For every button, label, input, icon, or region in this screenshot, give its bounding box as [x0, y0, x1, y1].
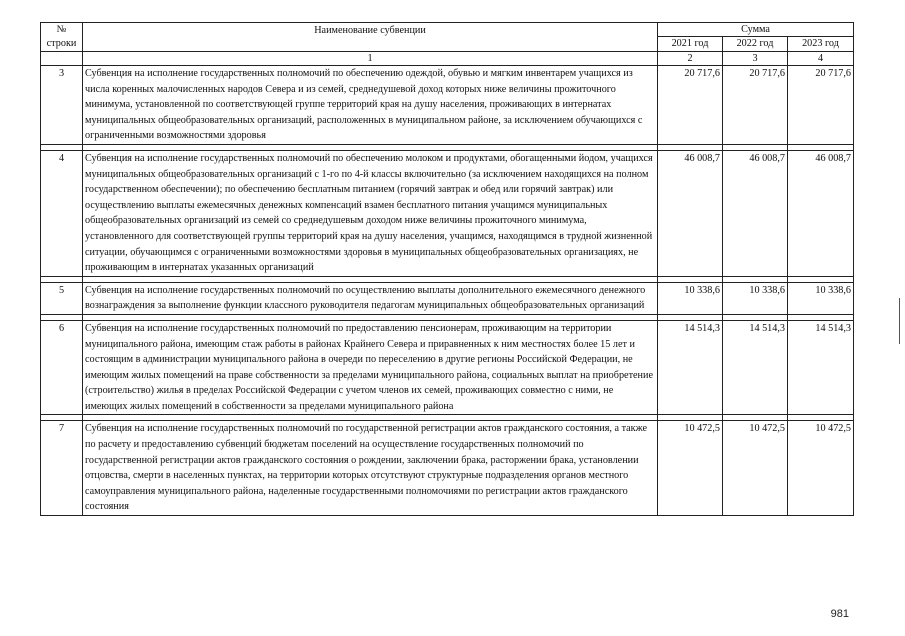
subvention-name: Субвенция на исполнение государственных полномочий по государственной регистрации актов гражданского состояния, а также по расчету и предоставлению субвенций бюджетам поселений на осуществление государственных полномочий по государственной регистрации актов гражданского состояния о рождении, заключении брака, расторжении брака, установлении отцовства, смерти в населенных пунктах, на территории которых отсутствуют структурные подразделения органов местного самоуправления муниципального района, наделенные государственными полномочиями по регистрации актов гражданского состояния — [83, 421, 658, 516]
table-row — [41, 66, 854, 145]
header-subvention-name: Наименование субвенции — [83, 23, 658, 52]
header-sum: Сумма — [658, 23, 854, 37]
table-row — [41, 421, 854, 516]
row-number: 3 — [41, 66, 83, 145]
row-number: 7 — [41, 421, 83, 516]
amount-2022: 10 338,6 — [723, 282, 788, 314]
amount-2021: 46 008,7 — [658, 150, 723, 276]
amount-2023: 10 472,5 — [788, 421, 854, 516]
page-number: 981 — [830, 608, 849, 620]
header-year-2023: 2023 год — [788, 37, 854, 52]
header-row-number-line1: № — [56, 24, 67, 35]
column-index-1: 1 — [83, 52, 658, 66]
amount-2022: 14 514,3 — [723, 320, 788, 415]
column-index-4: 4 — [788, 52, 854, 66]
header-row — [41, 23, 854, 37]
table-row — [41, 150, 854, 276]
amount-2023: 20 717,6 — [788, 66, 854, 145]
table-row — [41, 282, 854, 314]
header-row-number-line2: строки — [46, 38, 77, 49]
subvention-name: Субвенция на исполнение государственных полномочий по обеспечению молоком и продуктами, обогащенными йодом, учащихся муниципальных общеобразовательных организаций с 1-го по 4-й классы включительно (за исключением находящихся на полном государственном обеспечении); по обеспечению бесплатным питанием (горячий завтрак и обед или горячий завтрак) или осуществлению выплаты ежемесячных денежных компенсаций взамен бесплатного питания учащимся муниципальных общеобразовательных организаций из семей со среднедушевым доходом ниже величины прожиточного минимума, установленного для соответствующей группы территорий края на душу населения, учащимся, находящимся в трудной жизненной ситуации, обучающимся с ограниченными возможностями здоровья в муниципальных общеобразовательных организациях, не проживающим в интернатах указанных организаций — [83, 150, 658, 276]
amount-2021: 14 514,3 — [658, 320, 723, 415]
row-number: 6 — [41, 320, 83, 415]
table-row — [41, 320, 854, 415]
amount-2022: 46 008,7 — [723, 150, 788, 276]
amount-2021: 20 717,6 — [658, 66, 723, 145]
amount-2023: 46 008,7 — [788, 150, 854, 276]
amount-2022: 20 717,6 — [723, 66, 788, 145]
column-index-3: 3 — [723, 52, 788, 66]
header-year-2022: 2022 год — [723, 37, 788, 52]
amount-2021: 10 472,5 — [658, 421, 723, 516]
subventions-table — [40, 22, 854, 516]
row-number: 5 — [41, 282, 83, 314]
subvention-name: Субвенция на исполнение государственных полномочий по осуществлению выплаты дополнительного ежемесячного денежного вознаграждения за выполнение функции классного руководителя педагогам муниципальных общеобразовательных организаций — [83, 282, 658, 314]
subvention-name: Субвенция на исполнение государственных полномочий по обеспечению одеждой, обувью и мягким инвентарем учащихся из числа коренных малочисленных народов Севера и из семей, среднедушевой доход которых ниже величины прожиточного минимума, установленной по соответствующей группе территорий края на душу населения, проживающих в интернатах муниципальных общеобразовательных организаций, расположенных в муниципальном районе, за исключением обучающихся с ограниченными возможностями здоровья — [83, 66, 658, 145]
column-index-2: 2 — [658, 52, 723, 66]
amount-2022: 10 472,5 — [723, 421, 788, 516]
amount-2023: 14 514,3 — [788, 320, 854, 415]
column-index-row — [41, 52, 854, 66]
row-number: 4 — [41, 150, 83, 276]
header-year-2021: 2021 год — [658, 37, 723, 52]
scan-edge-mark — [899, 298, 900, 344]
header-row-number — [41, 23, 83, 52]
column-index-empty — [41, 52, 83, 66]
amount-2021: 10 338,6 — [658, 282, 723, 314]
subvention-name: Субвенция на исполнение государственных полномочий по предоставлению пенсионерам, проживающим на территории муниципального района, имеющим стаж работы в районах Крайнего Севера и приравненных к ним местностях более 15 лет и состоящим в администрации муниципального района в очереди по переселению в другие регионы Российской Федерации, не имеющим жилых помещений на праве собственности за пределами муниципального района, социальных выплат на приобретение (строительство) жилья в пределах Российской Федерации с учетом членов их семей, проживающих совместно с ними, не имеющих жилых помещений в собственности за пределами муниципального района — [83, 320, 658, 415]
amount-2023: 10 338,6 — [788, 282, 854, 314]
